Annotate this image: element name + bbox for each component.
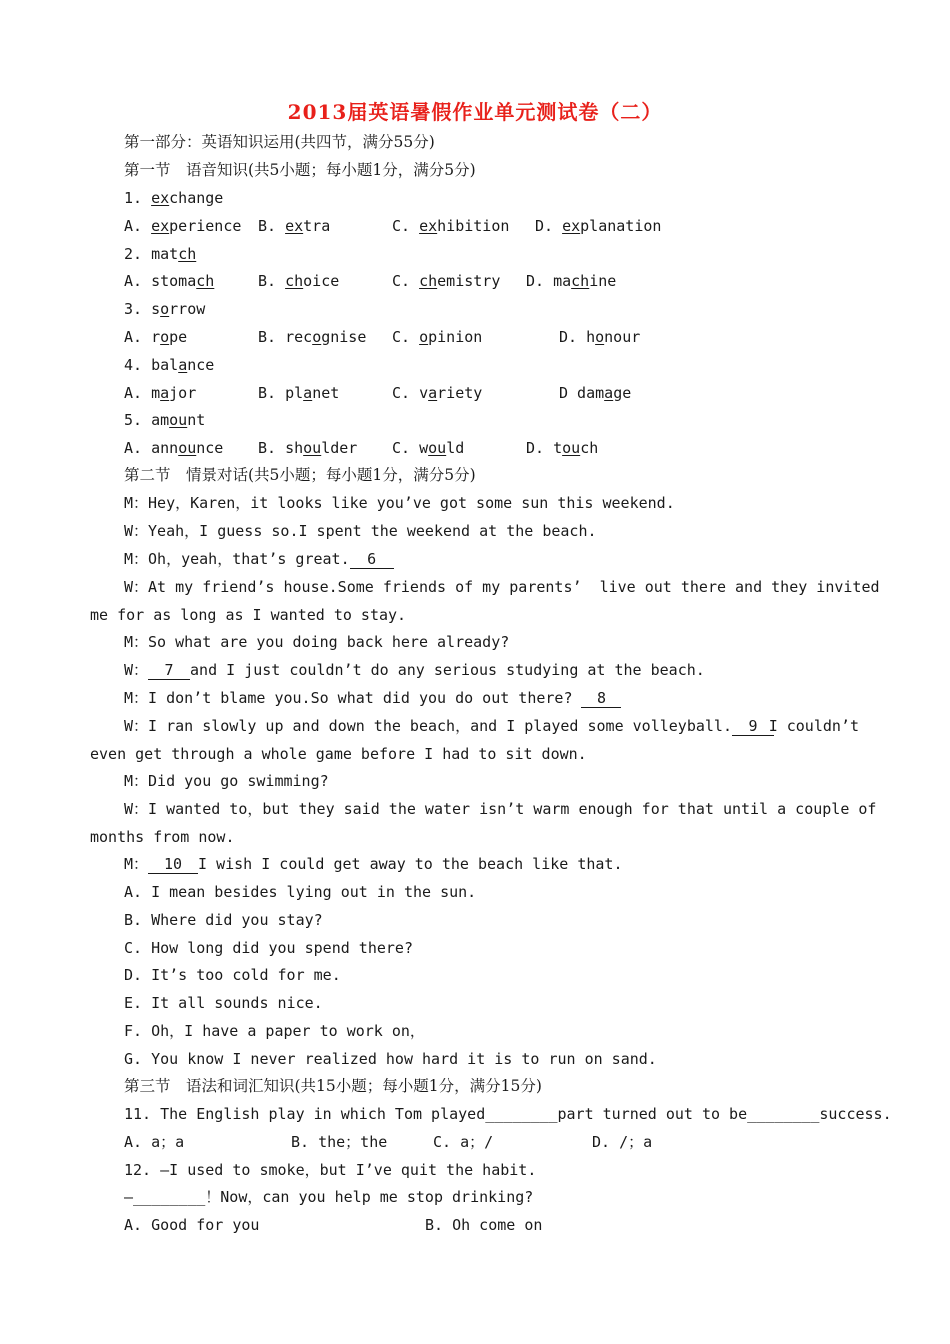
option-c [392, 269, 500, 293]
underlined-sound: a [178, 355, 188, 374]
text-segment: lder [321, 439, 358, 458]
option-b [258, 436, 357, 460]
text-segment: ld [446, 439, 465, 458]
dialogue-text: and I just couldn’t do any serious studying at the beach. [190, 661, 705, 679]
text-segment: 4. bal [124, 355, 179, 374]
option-d [559, 325, 640, 349]
dialogue-option-d: D. It’s too cold for me. [124, 966, 341, 985]
option-a [124, 214, 241, 238]
question-2-options [124, 269, 864, 293]
dialogue-line: M：Hey，Karen，it looks like you’ve got some sun this weekend. [124, 494, 675, 512]
text-segment: net [312, 383, 340, 402]
text-segment: perience [169, 216, 242, 235]
text-segment: D. h [559, 328, 596, 346]
dialogue-line [124, 686, 621, 710]
dialogue-line-continued: months from now. [90, 828, 235, 846]
text-segment: C. v [392, 383, 429, 402]
text-segment: change [169, 189, 224, 207]
text-segment: C. [392, 216, 420, 235]
text-segment: D dam [559, 383, 605, 402]
underlined-sound: ou [428, 439, 447, 458]
answer-blank-8: 8 [581, 689, 621, 708]
dialogue-text: M：Oh，yeah，that’s great. [124, 550, 350, 568]
question-11-stem: 11. The English play in which Tom played________part turned out to be________success. [124, 1105, 892, 1123]
option-c [392, 214, 509, 238]
section3-heading: 第三节 语法和词汇知识(共15小题；每小题1分，满分15分) [124, 1077, 542, 1095]
option-a [124, 325, 187, 349]
text-segment: 2. mat [124, 244, 179, 263]
dialogue-text: W：I ran slowly up and down the beach，and I played some volleyball. [124, 717, 732, 735]
option-d [559, 381, 631, 405]
dialogue-text: W： [124, 661, 149, 679]
option-d: D. /；a [592, 1133, 653, 1151]
option-b [258, 214, 330, 238]
question-4-options [124, 381, 864, 405]
text-segment: riety [437, 383, 483, 402]
dialogue-option-e: E. It all sounds nice. [124, 994, 323, 1013]
text-segment: B. pl [258, 383, 304, 402]
dialogue-text: I couldn’t [768, 717, 859, 735]
underlined-sound: ch [285, 272, 304, 291]
text-segment: A. ann [124, 439, 179, 458]
underlined-sound: ou [562, 439, 581, 458]
text-segment: oice [303, 272, 340, 291]
answer-blank-10: 10 [148, 855, 198, 874]
text-segment: nce [196, 439, 224, 458]
text-segment: emistry [437, 272, 501, 291]
question-12-reply: —________！Now，can you help me stop drinking? [124, 1188, 534, 1206]
option-c [392, 381, 482, 405]
underlined-sound: ou [303, 439, 322, 458]
text-segment: 1. [124, 189, 152, 207]
text-segment: C. w [392, 439, 429, 458]
text-segment: 5. am [124, 411, 170, 430]
option-b: B. Oh come on [425, 1216, 543, 1234]
section1-heading: 第一节 语音知识(共5小题；每小题1分，满分5分) [124, 161, 476, 179]
dialogue-option-c: C. How long did you spend there? [124, 938, 413, 957]
option-a: A. a；a [124, 1133, 185, 1151]
text-segment: nour [604, 328, 641, 346]
text-segment: nt [187, 411, 206, 430]
dialogue-line: M：Did you go swimming? [124, 772, 329, 790]
option-d [526, 269, 616, 293]
text-segment: D. [535, 216, 563, 235]
question-5-options [124, 436, 864, 460]
underlined-sound: o [160, 300, 170, 319]
option-a [124, 381, 196, 405]
underlined-sound: ou [178, 439, 197, 458]
dialogue-option-f: F. Oh，I have a paper to work on， [124, 1022, 425, 1040]
text-segment: D. t [526, 439, 563, 458]
page-title: 2013届英语暑假作业单元测试卷（二） [287, 100, 663, 124]
dialogue-line: W：At my friend’s house.Some friends of my parents’ live out there and they invited [124, 578, 880, 596]
underlined-sound: a [604, 383, 614, 402]
text-segment: pe [169, 328, 188, 346]
text-segment: A. m [124, 383, 161, 402]
question-3-stem [124, 297, 205, 321]
text-segment: A. stoma [124, 272, 197, 291]
option-d [526, 436, 598, 460]
dialogue-text: M： [124, 855, 149, 873]
question-1-stem [124, 186, 223, 210]
underlined-sound: ch [571, 272, 590, 291]
text-segment: C. [392, 272, 420, 291]
option-b [258, 325, 366, 349]
text-segment: hibition [437, 216, 510, 235]
underlined-sound: ex [285, 216, 304, 235]
underlined-sound: ch [178, 244, 197, 263]
text-segment: ge [613, 383, 632, 402]
dialogue-line-continued: me for as long as I wanted to stay. [90, 606, 407, 624]
dialogue-line: W：Yeah，I guess so.I spent the weekend at the beach. [124, 522, 597, 540]
text-segment: tra [303, 216, 331, 235]
dialogue-line: W：I wanted to，but they said the water isn’t warm enough for that until a couple of [124, 800, 877, 818]
text-segment: A. r [124, 328, 161, 346]
dialogue-line [124, 852, 622, 876]
dialogue-option-g: G. You know I never realized how hard it is to run on sand. [124, 1049, 657, 1068]
question-3-options [124, 325, 864, 349]
answer-blank-6: 6 [350, 550, 394, 569]
option-c [392, 436, 464, 460]
underlined-sound: a [428, 383, 438, 402]
question-4-stem [124, 353, 214, 377]
text-segment: pinion [428, 328, 483, 346]
underlined-sound: ex [151, 216, 170, 235]
answer-blank-9: 9 [732, 717, 774, 736]
option-b [258, 269, 339, 293]
question-12-stem: 12. —I used to smoke，but I’ve quit the habit. [124, 1161, 537, 1179]
underlined-sound: ou [169, 411, 188, 430]
dialogue-text: I wish I could get away to the beach like that. [198, 855, 623, 873]
text-segment: ine [589, 272, 617, 291]
question-11-options [124, 1130, 864, 1154]
text-segment: rrow [169, 300, 206, 319]
option-a [124, 436, 223, 460]
question-2-stem [124, 242, 196, 266]
option-c [392, 325, 482, 349]
answer-blank-7: 7 [148, 661, 190, 680]
text-segment: A. [124, 216, 152, 235]
dialogue-line [124, 547, 394, 571]
dialogue-line [124, 714, 859, 738]
dialogue-line [124, 658, 705, 682]
dialogue-option-b: B. Where did you stay? [124, 910, 323, 929]
underlined-sound: o [419, 328, 429, 346]
text-segment: B. [258, 272, 286, 291]
text-segment: D. ma [526, 272, 572, 291]
underlined-sound: ex [419, 216, 438, 235]
question-5-stem [124, 408, 205, 432]
dialogue-line-continued: even get through a whole game before I had to sit down. [90, 745, 587, 763]
text-segment: planation [580, 216, 662, 235]
text-segment: ch [580, 439, 599, 458]
text-segment: 3. s [124, 300, 161, 319]
option-d [535, 214, 661, 238]
text-segment: B. rec [258, 328, 313, 346]
underlined-sound: o [595, 328, 605, 346]
option-a: A. Good for you [124, 1216, 260, 1234]
question-12-options [124, 1213, 864, 1237]
text-segment: C. [392, 328, 420, 346]
text-segment: B. [258, 216, 286, 235]
dialogue-option-a: A. I mean besides lying out in the sun. [124, 883, 477, 901]
text-segment: gnise [321, 328, 367, 346]
option-c: C. a；/ [433, 1133, 494, 1151]
underlined-sound: ex [562, 216, 581, 235]
section2-heading: 第二节 情景对话(共5小题；每小题1分，满分5分) [124, 466, 476, 484]
underlined-sound: o [160, 328, 170, 346]
underlined-sound: ch [419, 272, 438, 291]
dialogue-text: M：I don’t blame you.So what did you do out there? [124, 689, 573, 707]
underlined-sound: a [303, 383, 313, 402]
option-b: B. the；the [291, 1133, 388, 1151]
underlined-sound: ex [151, 189, 170, 207]
underlined-sound: o [312, 328, 322, 346]
text-segment: nce [187, 355, 215, 374]
dialogue-line: M：So what are you doing back here already? [124, 633, 510, 651]
text-segment: jor [169, 383, 197, 402]
underlined-sound: a [160, 383, 170, 402]
option-b [258, 381, 339, 405]
part1-heading: 第一部分：英语知识运用(共四节，满分55分) [124, 133, 435, 151]
text-segment: B. sh [258, 439, 304, 458]
question-1-options [124, 214, 864, 238]
underlined-sound: ch [196, 272, 215, 291]
option-a [124, 269, 214, 293]
